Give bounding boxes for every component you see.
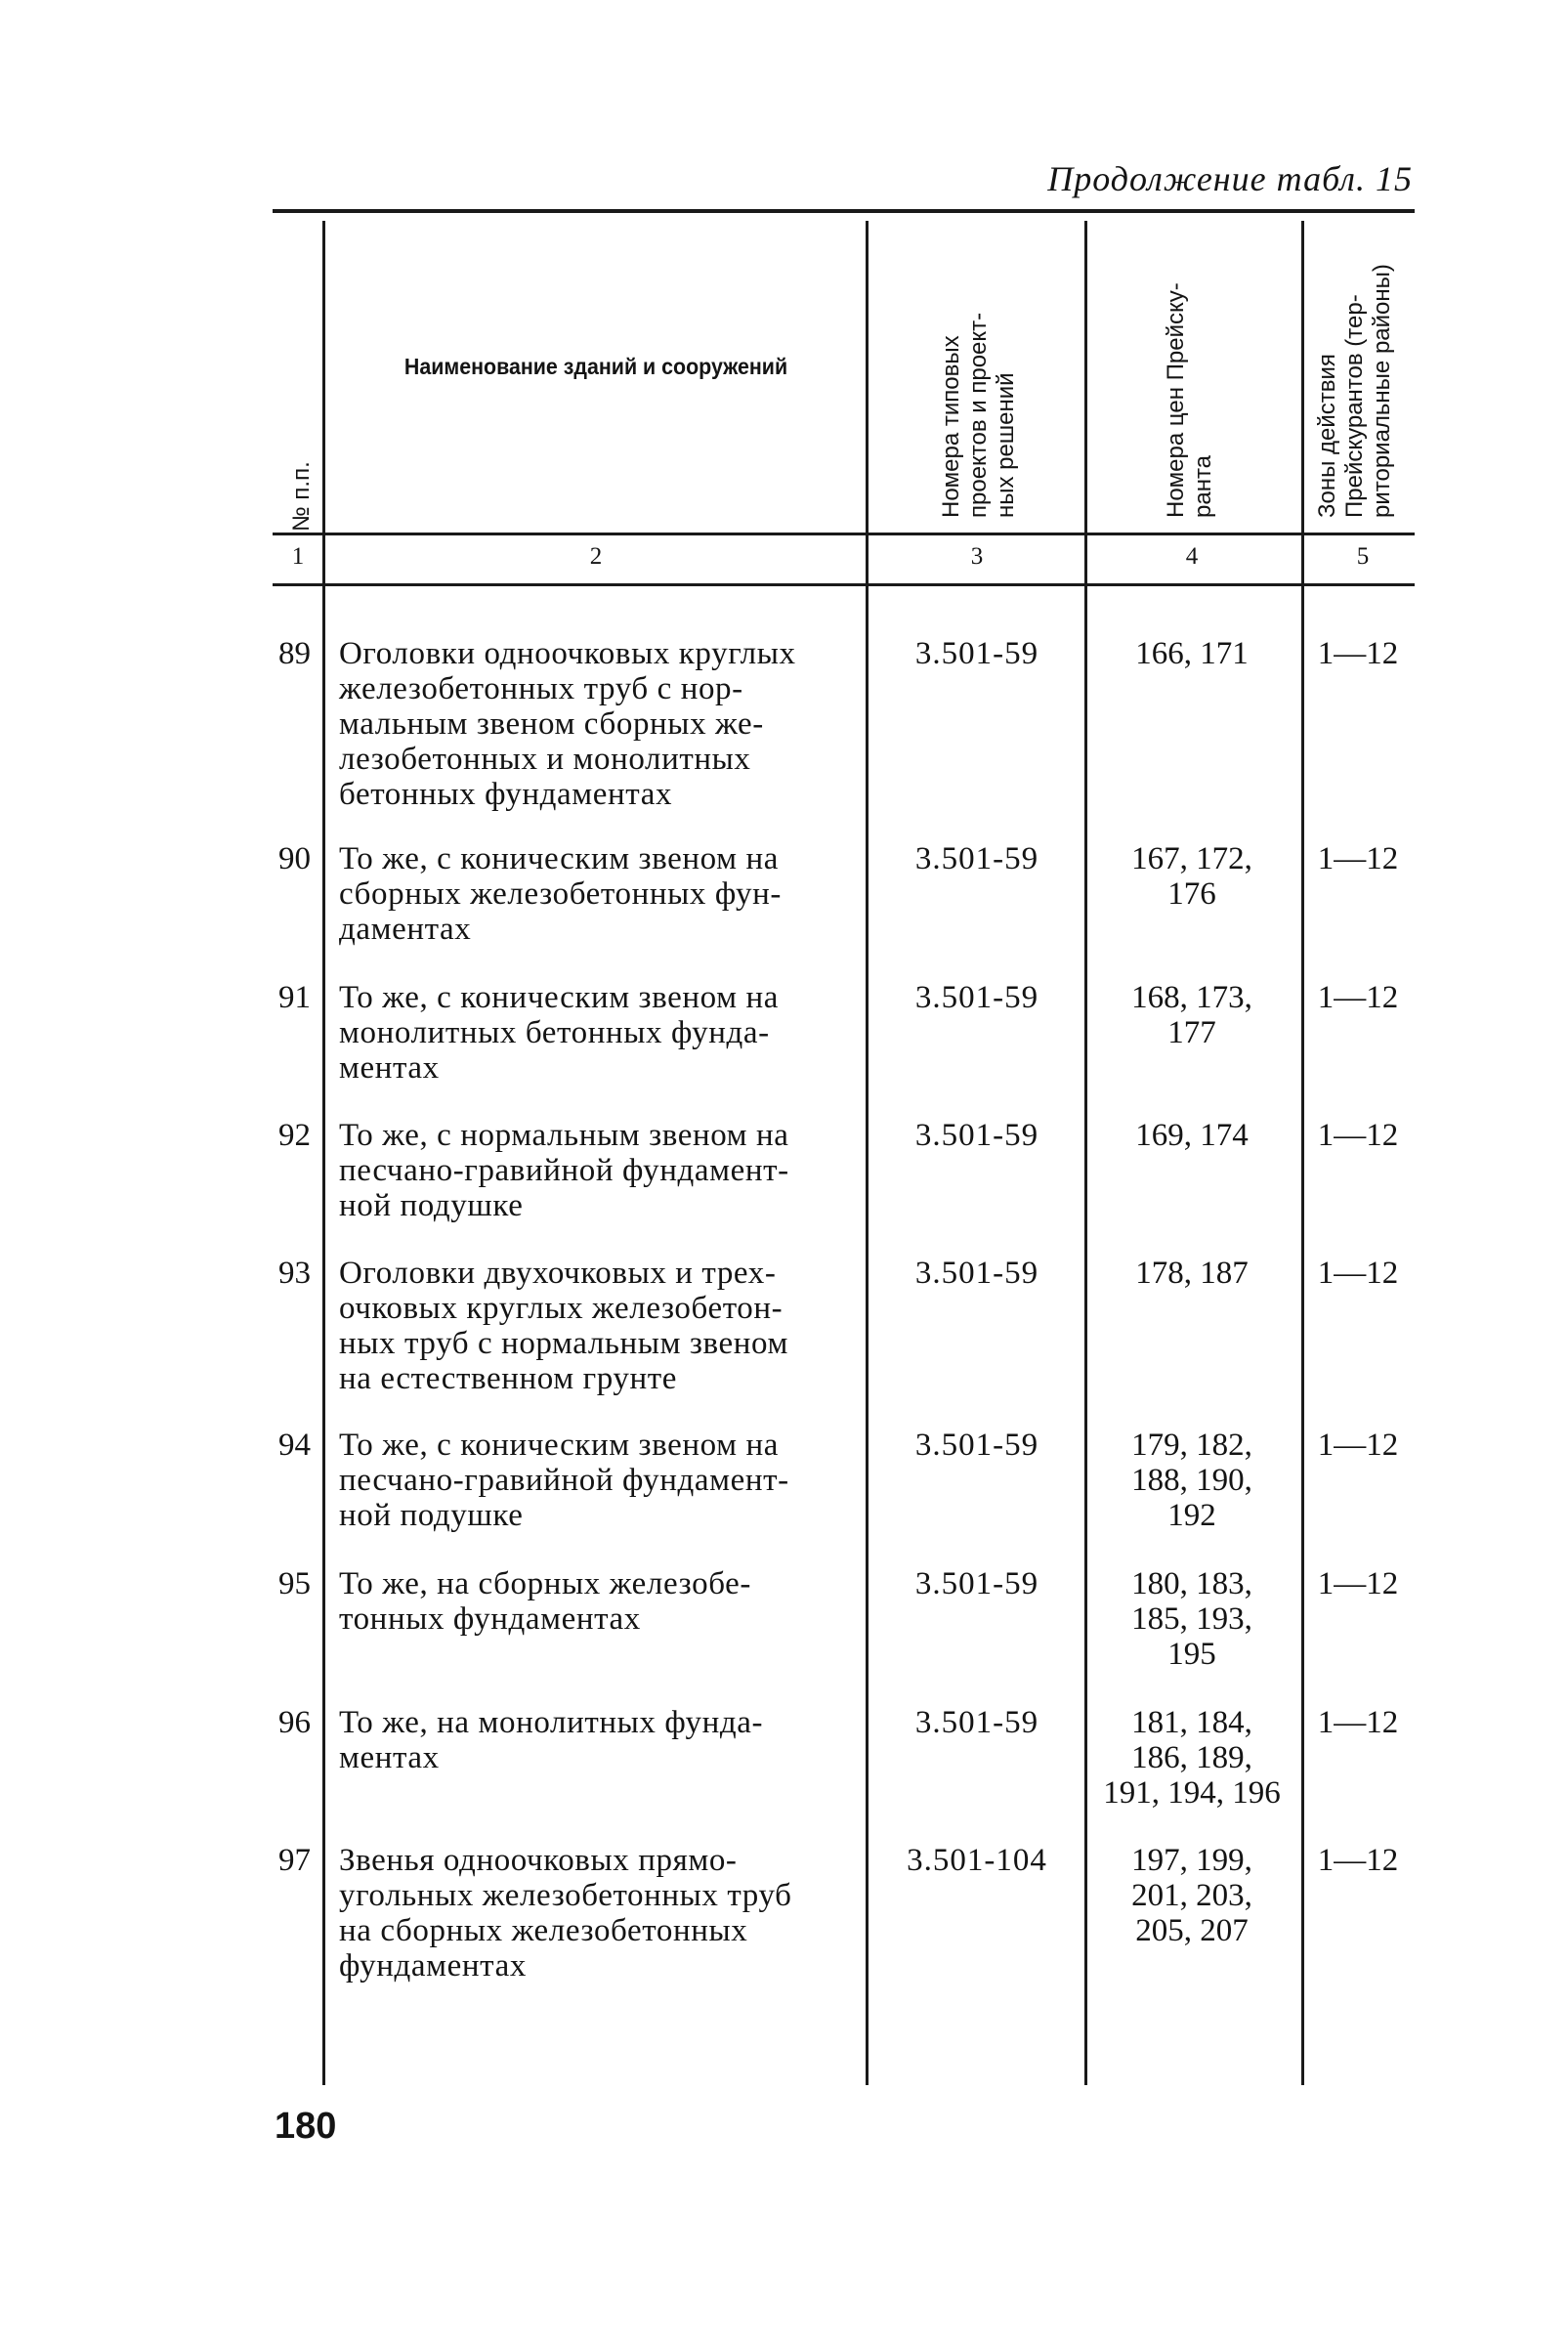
header-prices-line-2: ранта bbox=[1190, 454, 1216, 518]
row-project: 3.501-59 bbox=[914, 1566, 1039, 1601]
row-name-line: сборных железобетонных фун- bbox=[339, 876, 782, 912]
row-prices-line: 181, 184, bbox=[1131, 1705, 1252, 1740]
row-number: 93 bbox=[278, 1256, 311, 1291]
row-prices-line: 188, 190, bbox=[1131, 1463, 1252, 1498]
row-zones: 1—12 bbox=[1317, 1705, 1399, 1740]
page-number: 180 bbox=[275, 2106, 337, 2147]
row-name-line: тонных фундаментах bbox=[339, 1601, 641, 1637]
row-name-line: даментах bbox=[339, 912, 472, 947]
table-caption: Продолжение табл. 15 bbox=[1047, 159, 1413, 198]
row-name bbox=[339, 1705, 855, 1775]
header-projects-line-2: проектов и проект- bbox=[965, 312, 992, 518]
row-prices-line: 191, 194, 196 bbox=[1103, 1775, 1281, 1811]
header-projects-line-3: ных решений bbox=[993, 372, 1019, 518]
row-zones: 1—12 bbox=[1317, 1428, 1399, 1463]
column-number-1: 1 bbox=[291, 543, 305, 570]
row-number: 90 bbox=[278, 841, 311, 876]
row-number: 97 bbox=[278, 1843, 311, 1878]
row-name-line: ментах bbox=[339, 1050, 440, 1086]
row-name-line: То же, с нормальным звеном на bbox=[339, 1118, 789, 1153]
row-zones: 1—12 bbox=[1317, 636, 1399, 671]
row-number: 96 bbox=[278, 1705, 311, 1740]
row-project: 3.501-59 bbox=[914, 1256, 1039, 1291]
header-prices bbox=[1163, 205, 1217, 518]
row-name-line: фундаментах bbox=[339, 1948, 527, 1983]
row-number: 89 bbox=[278, 636, 311, 671]
row-name-line: То же, на монолитных фунда- bbox=[339, 1705, 764, 1740]
column-divider-2 bbox=[866, 221, 869, 2085]
header-num: № п.п. bbox=[288, 461, 315, 532]
header-zones-line-1: Зоны действия bbox=[1314, 354, 1340, 518]
header-name: Наименование зданий и сооружений bbox=[403, 354, 788, 379]
row-name-line: ной подушке bbox=[339, 1498, 524, 1533]
row-prices-line: 185, 193, bbox=[1131, 1601, 1252, 1637]
header-projects bbox=[938, 205, 1020, 518]
row-name-line: ментах bbox=[339, 1740, 440, 1775]
row-name bbox=[339, 1256, 855, 1396]
row-name bbox=[339, 636, 855, 812]
header-bottom-rule bbox=[273, 533, 1415, 535]
row-prices-line: 180, 183, bbox=[1131, 1566, 1252, 1601]
row-zones: 1—12 bbox=[1317, 1118, 1399, 1153]
header-zones-line-2: Прейскурантов (тер- bbox=[1341, 294, 1368, 518]
row-prices bbox=[1086, 1118, 1297, 1153]
row-name-line: железобетонных труб с нор- bbox=[339, 671, 743, 706]
column-number-5: 5 bbox=[1356, 543, 1370, 570]
row-prices-line: 192 bbox=[1167, 1498, 1216, 1533]
row-project: 3.501-59 bbox=[914, 1428, 1039, 1463]
row-name-line: То же, на сборных железобе- bbox=[339, 1566, 751, 1601]
row-name-line: на естественном грунте bbox=[339, 1361, 678, 1396]
row-number: 95 bbox=[278, 1566, 311, 1601]
row-prices bbox=[1086, 1843, 1297, 1948]
row-name bbox=[339, 1843, 855, 1983]
row-prices bbox=[1086, 636, 1297, 671]
row-name-line: бетонных фундаментах bbox=[339, 777, 673, 812]
row-name bbox=[339, 1118, 855, 1223]
row-number: 91 bbox=[278, 980, 311, 1015]
row-name bbox=[339, 980, 855, 1086]
row-name-line: ной подушке bbox=[339, 1188, 524, 1223]
row-name-line: ных труб с нормальным звеном bbox=[339, 1326, 788, 1361]
row-project: 3.501-59 bbox=[914, 841, 1039, 876]
row-project: 3.501-59 bbox=[914, 1118, 1039, 1153]
row-name-line: Оголовки двухочковых и трех- bbox=[339, 1256, 777, 1291]
row-project: 3.501-59 bbox=[914, 1705, 1039, 1740]
row-prices-line: 178, 187 bbox=[1135, 1256, 1249, 1291]
row-name-line: монолитных бетонных фунда- bbox=[339, 1015, 770, 1050]
row-prices-line: 186, 189, bbox=[1131, 1740, 1252, 1775]
row-prices-line: 168, 173, bbox=[1131, 980, 1252, 1015]
header-prices-line-1: Номера цен Прейску- bbox=[1163, 282, 1189, 518]
row-zones: 1—12 bbox=[1317, 1256, 1399, 1291]
row-name-line: очковых круглых железобетон- bbox=[339, 1291, 784, 1326]
row-name bbox=[339, 1566, 855, 1637]
row-zones: 1—12 bbox=[1317, 841, 1399, 876]
row-prices-line: 197, 199, bbox=[1131, 1843, 1252, 1878]
header-zones-line-3: риториальные районы) bbox=[1369, 264, 1395, 518]
row-project: 3.501-104 bbox=[907, 1843, 1047, 1878]
column-number-3: 3 bbox=[970, 543, 984, 570]
column-number-2: 2 bbox=[589, 543, 603, 570]
row-prices bbox=[1086, 980, 1297, 1050]
row-name-line: То же, с коническим звеном на bbox=[339, 1428, 779, 1463]
row-name-line: Оголовки одноочковых круглых bbox=[339, 636, 796, 671]
row-name-line: лезобетонных и монолитных bbox=[339, 742, 751, 777]
row-project: 3.501-59 bbox=[914, 980, 1039, 1015]
row-name-line: Звенья одноочковых прямо- bbox=[339, 1843, 738, 1878]
row-prices-line: 205, 207 bbox=[1135, 1913, 1249, 1948]
row-prices bbox=[1086, 1256, 1297, 1291]
row-name-line: угольных железобетонных труб bbox=[339, 1878, 792, 1913]
header-zones bbox=[1314, 205, 1396, 518]
row-prices bbox=[1086, 841, 1297, 912]
row-name bbox=[339, 1428, 855, 1533]
row-name-line: То же, с коническим звеном на bbox=[339, 841, 779, 876]
table-top-rule bbox=[273, 209, 1415, 213]
row-name-line: на сборных железобетонных bbox=[339, 1913, 748, 1948]
row-prices-line: 195 bbox=[1167, 1637, 1216, 1672]
row-prices-line: 201, 203, bbox=[1131, 1878, 1252, 1913]
row-prices-line: 166, 171 bbox=[1135, 636, 1249, 671]
row-prices-line: 179, 182, bbox=[1131, 1428, 1252, 1463]
row-prices-line: 167, 172, bbox=[1131, 841, 1252, 876]
column-numbers-rule bbox=[273, 583, 1415, 586]
row-zones: 1—12 bbox=[1317, 1843, 1399, 1878]
row-zones: 1—12 bbox=[1317, 980, 1399, 1015]
row-prices-line: 169, 174 bbox=[1135, 1118, 1249, 1153]
header-projects-line-1: Номера типовых bbox=[938, 335, 964, 518]
row-number: 94 bbox=[278, 1428, 311, 1463]
column-divider-1 bbox=[322, 221, 325, 2085]
row-name-line: песчано-гравийной фундамент- bbox=[339, 1463, 789, 1498]
row-number: 92 bbox=[278, 1118, 311, 1153]
row-prices-line: 176 bbox=[1167, 876, 1216, 912]
row-name-line: мальным звеном сборных же- bbox=[339, 706, 764, 742]
row-project: 3.501-59 bbox=[914, 636, 1039, 671]
row-prices-line: 177 bbox=[1167, 1015, 1216, 1050]
row-prices bbox=[1086, 1428, 1297, 1533]
row-prices bbox=[1086, 1705, 1297, 1811]
row-name bbox=[339, 841, 855, 947]
row-prices bbox=[1086, 1566, 1297, 1672]
column-number-4: 4 bbox=[1185, 543, 1199, 570]
row-name-line: песчано-гравийной фундамент- bbox=[339, 1153, 789, 1188]
row-zones: 1—12 bbox=[1317, 1566, 1399, 1601]
row-name-line: То же, с коническим звеном на bbox=[339, 980, 779, 1015]
